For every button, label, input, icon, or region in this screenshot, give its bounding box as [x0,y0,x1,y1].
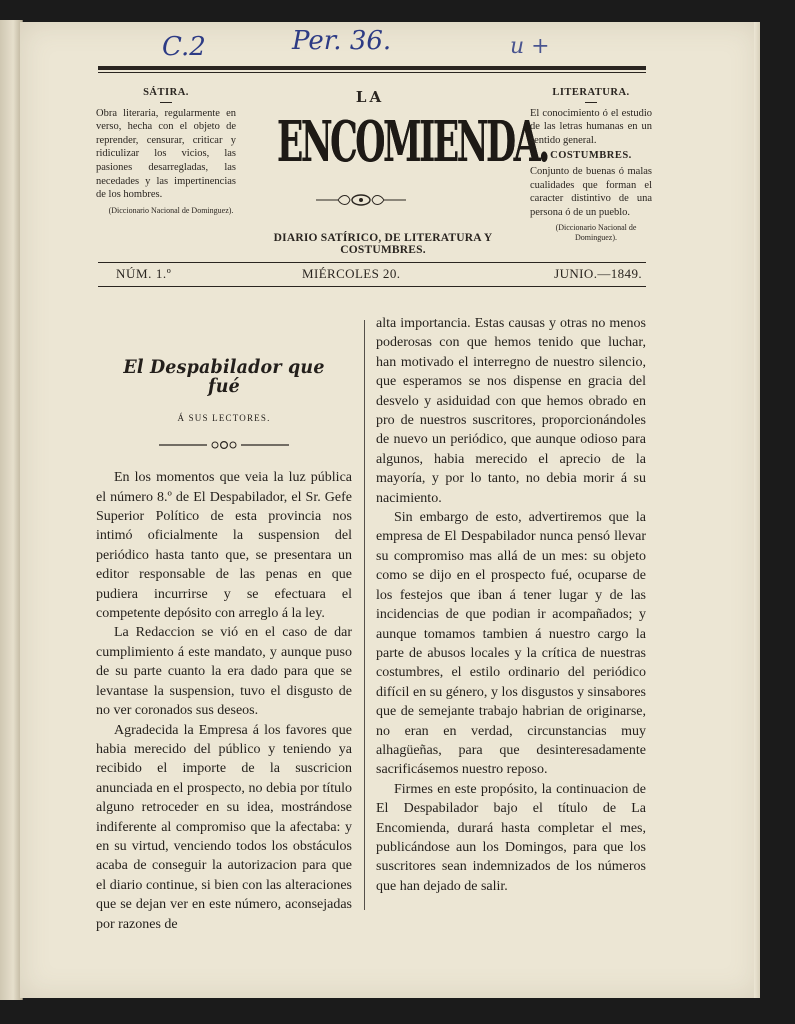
literatura-definition: El conocimiento ó el estudio de las letras humanas en un sentido general. [530,107,652,146]
newspaper-page [20,22,760,998]
satira-definition-box [96,86,236,215]
satira-heading: SÁTIRA. [143,87,189,98]
article-headline: El Despabilador que fué [123,356,325,398]
divider [585,102,597,103]
column-divider [364,320,365,910]
article-paragraph: Agradecida la Empresa á los favores que habia merecido del público y teniendo ya recibido el importe de la suscricion anunciada en el prospecto, no debia por título alguno retroceder en su idea, mostrándose indiferente al compromiso que la afectaba: y en su virtud, venciendo todos los obstáculos acaba de conseguir la autorizacion para que el diario continue, si bien con las alteraciones que se dejan ver en este número, aconsejadas por razones de [96,722,352,932]
handwritten-annotations [20,24,760,64]
article-subhead: Á SUS LECTORES. [177,412,271,423]
dictionary-source: (Diccionario Nacional de Dominguez). [108,205,234,215]
top-rule-thin [98,72,646,73]
issue-line [98,266,646,286]
handwritten-note: C.2 [162,32,206,62]
article-paragraph: Sin embargo de esto, advertiremos que la empresa de El Despabilador nunca pensó llevar su compromiso mas allá de un mes: su objeto como se dijo en el prospecto fué, ocuparse de los festejos que iban á tener lugar y de las incidencias de que podian ir acompañados; y aunque tomamos tambien á nuestro cargo la parte de abusos locales y la crítica de nuestras costumbres, el estilo ordinario del periódico difícil en su género, y los disgustos y sinsabores que de semejante trabajo habrian de originarse, no eran en verdad, circunstancias muy alhagüeñas, para que desinteresadamente sacrificásemos nuestro reposo. [376,510,646,778]
issue-month-year: JUNIO.—1849. [554,266,642,281]
dictionary-source: (Diccionario Nacional de Dominguez). [555,223,637,242]
top-rule [98,66,646,70]
article-paragraph: alta importancia. Estas causas y otras no menos poderosas con que hemos tenido que luchar, han motivado el interregno de nuestro silencio, que esperamos se nos dispense en gracia del desvelo y asiduidad con que hemos obrado en pro de nuestros suscritores, proporcionándoles de nuevo un periódico, que aunque odioso para algunos, habia merecido el aprecio de la mayoría, y por lo tanto, no debia morir á su nacimiento. [376,316,646,506]
costumbres-definition: Conjunto de buenas ó malas cualidades que forman el caracter distintivo de una persona ó de un pueblo. [530,165,652,218]
issue-date: MIÉRCOLES 20. [302,266,401,281]
masthead-article: LA [355,88,385,106]
literatura-definition-box [530,86,652,242]
masthead-title: ENCOMIENDA. [276,109,548,175]
page-edge-shadow [754,22,760,998]
masthead-ornament-icon [316,192,406,208]
masthead-subtitle: DIARIO SATÍRICO, DE LITERATURA Y COSTUMBRES. [273,232,493,256]
issue-number: NÚM. 1.º [116,266,172,281]
satira-definition: Obra literaria, regularmente en verso, hecha con el objeto de reprender, censurar, criticar y ridiculizar los vicios, las pasiones desarregladas, las necedades y las impertinencias de los hombres. [96,107,236,201]
article-column-left [96,314,352,934]
article-column-right [376,314,646,896]
costumbres-heading: COSTUMBRES. [550,150,632,162]
article-paragraph: La Redaccion se vió en el caso de dar cumplimiento á este mandato, y aunque puso de su parte cuanto la era dado para que se levantase la suspension, tuvo el disgusto de no ver coronados sus deseos. [96,625,352,719]
literatura-heading: LITERATURA. [552,87,630,98]
divider [160,102,172,103]
issue-rule-top [98,262,646,263]
handwritten-note: u + [510,34,550,59]
handwritten-note: Per. 36. [292,26,392,56]
article-paragraph: En los momentos que veia la luz pública el número 8.º de El Despabilador, el Sr. Gefe Superior Político de esta provincia nos intimó oficialmente la suspension del periódico hasta tanto que, se presentara un editor responsable de las penas en que pudiera incurrirse y se efectuara el competente depósito con arreglo á la ley. [96,470,352,622]
article-paragraph: Firmes en este propósito, la continuacion de El Despabilador bajo el título de La Encomienda, durará hasta completar el mes, publicándose aun los Domingos, para que los suscritores sean indemnizados de los números que han dejado de salir. [376,781,646,894]
section-ornament-icon [159,440,289,450]
issue-rule-bottom [98,286,646,287]
